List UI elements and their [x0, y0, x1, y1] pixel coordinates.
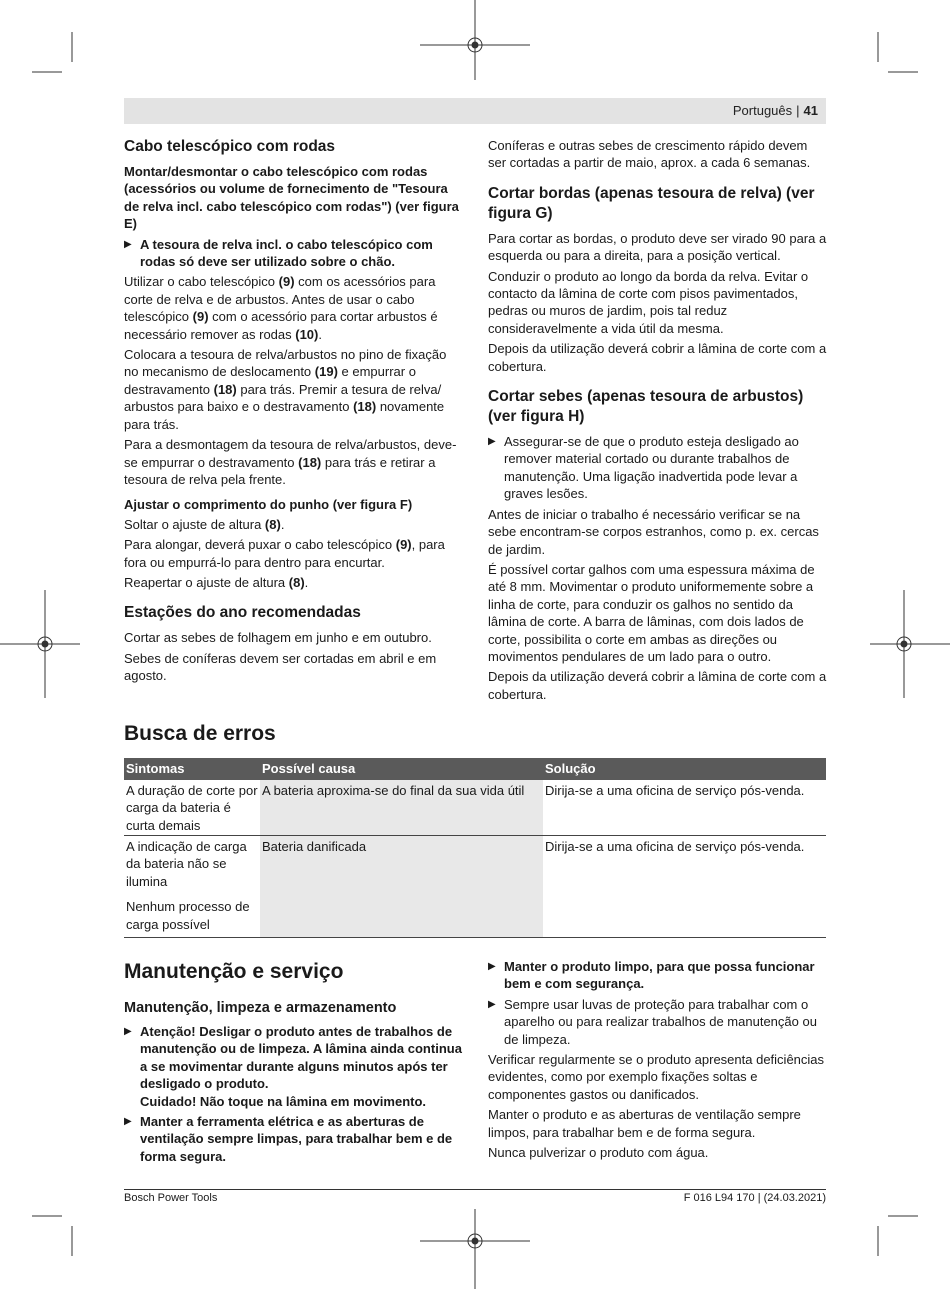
header-text: Português | 41 [732, 103, 818, 118]
page-number: 41 [803, 103, 818, 118]
warning-bullet-atencao: ▶ Atenção! Desligar o produto antes de trabalhos de manutenção ou de limpeza. A lâmina ainda continua a se movimentar durante alguns minutos após ter desligado o produto. Cuidado! Não toque na lâmina em movimento. [124, 1023, 462, 1110]
paragraph-cobrir-lamina-1: Depois da utilização deverá cobrir a lâmina de corte com a cobertura. [488, 341, 827, 374]
paragraph-cortar-galhos: É possível cortar galhos com uma espessura máxima de até 8 mm. Movimentar o produto uniformemente sobre a linha de corte, para conduzir os galhos no sentido da lâmina de corte. A barra de lâminas, com dois lados de corte, possibilita o corte em ambas as direções ou movimentos pendulares de um lado para o outro. [488, 561, 815, 664]
bullet-assegurar: ▶ Assegurar-se de que o produto esteja desligado ao remover material cortado ou durante trabalhos de manutenção. Uma ligação inadvertida pode levar a graves lesões. [488, 433, 828, 503]
paragraph-conduzir: Conduzir o produto ao longo da borda da relva. Evitar o contacto da lâmina de corte com pisos pavimentados, pedras ou muros de jardim, pois tal reduz consideravelmente a vida útil da mesma. [488, 268, 809, 336]
bullet-luvas: ▶ Sempre usar luvas de proteção para trabalhar com o aparelho ou para realizar trabalhos de manutenção ou de limpeza. [488, 996, 828, 1048]
heading-cortar-sebes: Cortar sebes (apenas tesoura de arbustos) (ver figura H) [488, 388, 804, 426]
heading-estacoes: Estações do ano recomendadas [124, 604, 361, 622]
cell-symptoms [124, 836, 260, 937]
maintenance-right [488, 958, 828, 1164]
cell-cause: A bateria aproxima-se do final da sua vida útil [260, 780, 543, 835]
column-header-causa: Possível causa [262, 761, 356, 777]
paragraph-antes-iniciar: Antes de iniciar o trabalho é necessário verificar se na sebe encontram-se corpos estranhos, como p. ex. cercas de jardim. [488, 506, 819, 557]
heading-cabo-telescopico: Cabo telescópico com rodas [124, 138, 336, 155]
table-row [124, 836, 826, 938]
paragraph-cortar-bordas: Para cortar as bordas, o produto deve ser virado 90 para a esquerda ou para a direita, para a posição vertical. [488, 230, 827, 264]
column-header-sintomas: Sintomas [126, 761, 185, 777]
paragraph-coniferas: Coníferas e outras sebes de crescimento rápido devem ser cortadas a partir de maio, aprox. a cada 6 semanas. [488, 138, 811, 171]
paragraph-nunca-pulverizar: Nunca pulverizar o produto com água. [488, 1145, 709, 1161]
paragraph-alongar: Para alongar, deverá puxar o cabo telescópico (9), para fora ou empurrá-lo para dentro para encurtar. [124, 537, 445, 570]
footer-brand: Bosch Power Tools [124, 1192, 218, 1204]
subheading-montar-desmontar: Montar/desmontar o cabo telescópico com rodas (acessórios ou volume de fornecimento de "Tesoura de relva incl. cabo telescópico com rodas") (ver figura E) [124, 164, 459, 232]
paragraph-cabo-usage: Utilizar o cabo telescópico (9) com os acessórios para corte de relva e de arbustos. Antes de usar o cabo telescópico (9) com o acessório para cortar arbustos é necessário remover as rodas (10). [124, 274, 438, 342]
table-header [124, 758, 826, 780]
footer-doc-id: F 016 L94 170 | (24.03.2021) [683, 1192, 826, 1204]
paragraph-desmontagem: Para a desmontagem da tesoura de relva/arbustos, deve-se empurrar o destravamento (18) para trás e retirar a tesoura de relva pela frente. [124, 437, 457, 487]
warning-bullet-tesoura: ▶ A tesoura de relva incl. o cabo telescópico com rodas só deve ser utilizado sobre o chão. [124, 236, 462, 271]
bullet-ventilacao: ▶ Manter a ferramenta elétrica e as aberturas de ventilação sempre limpas, para trabalhar bem e de forma segura. [124, 1113, 462, 1165]
column-header-solucao: Solução [545, 761, 596, 777]
paragraph-soltar-ajuste: Soltar o ajuste de altura (8). [124, 516, 285, 532]
left-column [124, 137, 462, 688]
cell-symptom: A indicação de carga da bateria não se ilumina [126, 839, 247, 889]
troubleshooting-table [124, 758, 826, 938]
subheading-manutencao-limpeza: Manutenção, limpeza e armazenamento [124, 1000, 397, 1016]
subheading-ajustar-punho: Ajustar o comprimento do punho (ver figura F) [124, 497, 413, 513]
footer-divider [124, 1189, 826, 1190]
cell-solution: Dirija-se a uma oficina de serviço pós-venda. [545, 783, 805, 798]
paragraph-sebes-coniferas: Sebes de coníferas devem ser cortadas em abril e em agosto. [124, 650, 437, 684]
paragraph-cobrir-lamina-2: Depois da utilização deverá cobrir a lâmina de corte com a cobertura. [488, 669, 827, 702]
cell-cause: Bateria danificada [260, 836, 543, 937]
table-row [124, 780, 826, 836]
cell-symptom: A duração de corte por carga da bateria é curta demais [126, 783, 258, 833]
cell-symptom: Nenhum processo de carga possível [126, 899, 250, 932]
right-column [488, 137, 828, 706]
paragraph-manter-limpo: Manter o produto e as aberturas de ventilação sempre limpos, para trabalhar bem e de forma segura. [488, 1107, 801, 1140]
bullet-produto-limpo: ▶ Manter o produto limpo, para que possa funcionar bem e com segurança. [488, 958, 828, 993]
paragraph-sebes-folhagem: Cortar as sebes de folhagem em junho e em outubro. [124, 630, 432, 646]
paragraph-verificar: Verificar regularmente se o produto apresenta deficiências evidentes, como por exemplo fixações soltas e componentes gastos ou danificados. [488, 1052, 825, 1102]
page-header [124, 98, 826, 124]
paragraph-reapertar: Reapertar o ajuste de altura (8). [124, 574, 309, 590]
heading-cortar-bordas: Cortar bordas (apenas tesoura de relva) (ver figura G) [488, 184, 815, 222]
header-language: Português [732, 103, 793, 118]
heading-manutencao: Manutenção e serviço [124, 960, 344, 983]
heading-busca-erros: Busca de erros [124, 722, 276, 745]
cell-solution: Dirija-se a uma oficina de serviço pós-venda. [545, 839, 805, 854]
paragraph-colocar-tesoura: Colocara a tesoura de relva/arbustos no pino de fixação no mecanismo de deslocamento (19) e empurrar o destravamento (18) para trás. Premir a tesura de relva/ arbustos para baixo e o destravamento (18) novamente para trás. [124, 347, 447, 432]
maintenance-left [124, 998, 462, 1168]
